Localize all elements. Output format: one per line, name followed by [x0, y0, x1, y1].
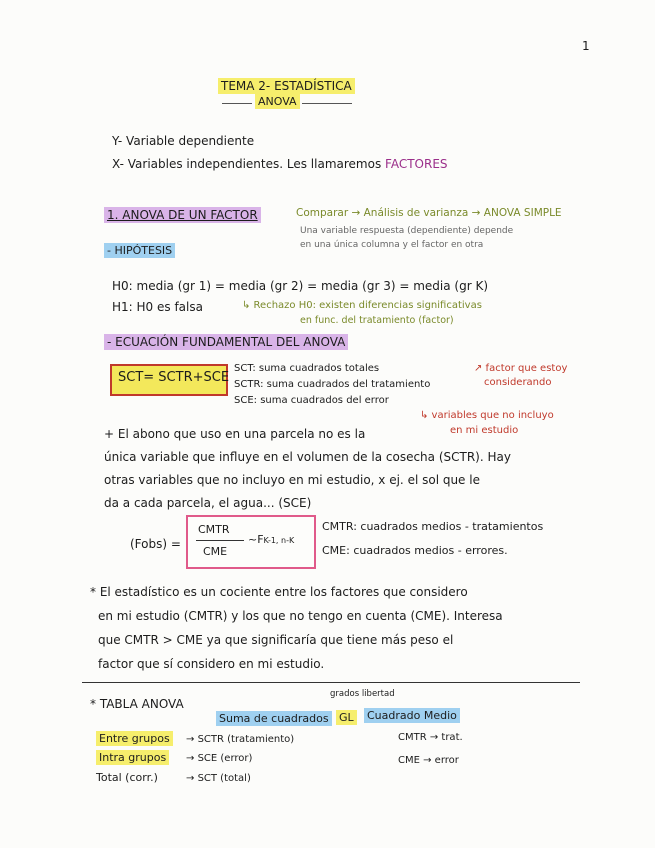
table-label: * TABLA ANOVA [90, 697, 184, 711]
page-number: 1 [582, 39, 590, 53]
degrees-freedom-note: grados libertad [330, 689, 395, 699]
row-total-ss: → SCT (total) [186, 773, 251, 784]
compare-note: Comparar → Análisis de varianza → ANOVA SIMPLE [296, 207, 562, 219]
paragraph-2-line-4: factor que sí considero en mi estudio. [98, 657, 325, 671]
column-gl: GL [336, 712, 357, 723]
row-total-label: Total (corr.) [96, 771, 158, 784]
section-divider [82, 682, 580, 683]
row-between-groups-label: Entre grupos [96, 733, 173, 744]
row-between-groups-ms: CMTR → trat. [398, 732, 463, 743]
column-mean-square: Cuadrado Medio [364, 710, 460, 721]
row-within-groups-ss: → SCE (error) [186, 753, 253, 764]
response-variable-note-1: Una variable respuesta (dependiente) depende [300, 226, 514, 236]
factor-note-2: considerando [484, 377, 552, 388]
cme-definition: CME: cuadrados medios - errores. [322, 544, 508, 557]
paragraph-2-line-3: que CMTR > CME ya que significaría que tiene más peso el [98, 633, 454, 647]
factor-note-1: ↗ factor que estoy [474, 363, 568, 374]
row-within-groups-ms: CME → error [398, 755, 459, 766]
paragraph-1-line-1: + El abono que uso en una parcela no es la [104, 427, 366, 441]
page-title: TEMA 2- ESTADÍSTICA [218, 80, 355, 92]
title-underline-left [222, 103, 252, 104]
variables-note-1: ↳ variables que no incluyo [420, 410, 554, 421]
fraction-bar [196, 540, 244, 541]
section-heading-anova-one-factor: 1. ANOVA DE UN FACTOR [104, 209, 261, 221]
row-between-groups-ss: → SCTR (tratamiento) [186, 734, 295, 745]
sce-definition: SCE: suma cuadrados del error [234, 395, 389, 406]
hypothesis-h1: H1: H0 es falsa [112, 300, 203, 314]
variable-y: Y- Variable dependiente [112, 134, 255, 148]
equation-formula: SCT= SCTR+SCE [118, 370, 230, 385]
f-distribution: ~FK-1, n-K [248, 533, 295, 546]
variables-note-2: en mi estudio [450, 425, 519, 436]
sctr-definition: SCTR: suma cuadrados del tratamiento [234, 379, 431, 390]
sct-definition: SCT: suma cuadrados totales [234, 363, 380, 374]
paragraph-2-line-2: en mi estudio (CMTR) y los que no tengo en cuenta (CME). Interesa [98, 609, 503, 623]
hypothesis-h0: H0: media (gr 1) = media (gr 2) = media (gr 3) = media (gr K) [112, 279, 489, 293]
equation-label: - ECUACIÓN FUNDAMENTAL DEL ANOVA [104, 336, 348, 348]
fobs-numerator: CMTR [198, 523, 230, 536]
page-subtitle: ANOVA [255, 96, 300, 107]
reject-h0-note-1: ↳ Rechazo H0: existen diferencias significativas [242, 300, 482, 311]
fobs-denominator: CME [203, 545, 228, 558]
paragraph-1-line-4: da a cada parcela, el agua... (SCE) [104, 496, 312, 510]
paragraph-2-line-1: * El estadístico es un cociente entre los factores que considero [90, 585, 468, 599]
hypothesis-label: - HIPÓTESIS [104, 245, 175, 256]
paragraph-1-line-3: otras variables que no incluyo en mi estudio, x ej. el sol que le [104, 473, 480, 487]
cmtr-definition: CMTR: cuadrados medios - tratamientos [322, 520, 544, 533]
column-sum-of-squares: Suma de cuadrados [216, 713, 332, 724]
response-variable-note-2: en una única columna y el factor en otra [300, 240, 484, 250]
title-underline-right [302, 103, 352, 104]
row-within-groups-label: Intra grupos [96, 752, 169, 763]
fobs-label: (Fobs) = [130, 537, 181, 551]
reject-h0-note-2: en func. del tratamiento (factor) [300, 315, 454, 326]
variable-x: X- Variables independientes. Les llamaremos FACTORES [112, 157, 448, 171]
paragraph-1-line-2: única variable que influye en el volumen de la cosecha (SCTR). Hay [104, 450, 511, 464]
